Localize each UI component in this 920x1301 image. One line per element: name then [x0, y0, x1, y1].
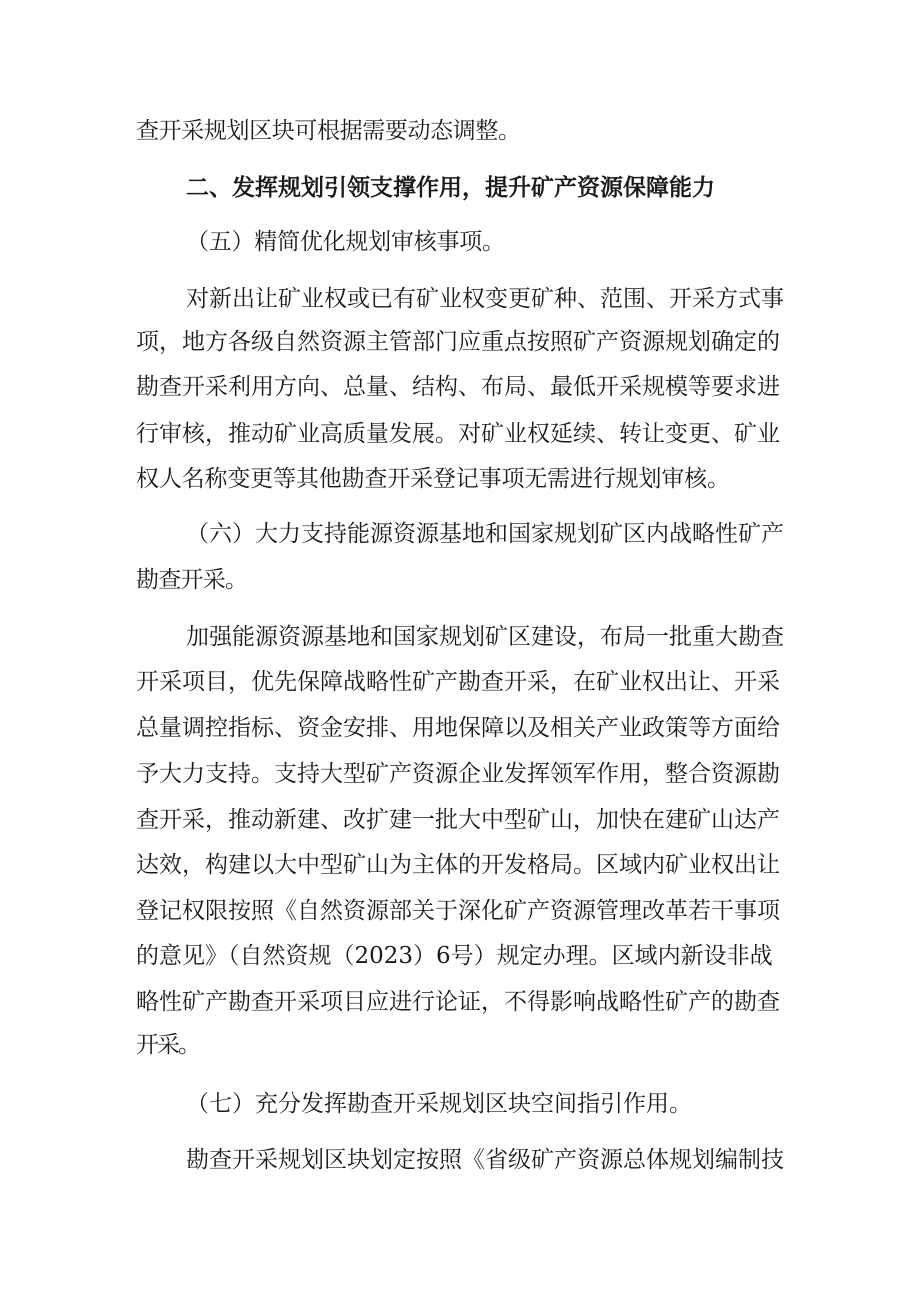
section-heading	[0, 168, 920, 208]
paragraph-line	[0, 936, 920, 976]
line-text: 行审核，推动矿业高质量发展。对矿业权延续、转让变更、矿业	[136, 421, 780, 447]
subsection-title	[0, 1084, 920, 1124]
line-text: 查开采，推动新建、改扩建一批大中型矿山，加快在建矿山达产	[136, 807, 780, 833]
subsection-text: （五）精简优化规划审核事项。	[186, 229, 505, 255]
line-text: 开采。	[136, 1032, 199, 1058]
line-text: 对新出让矿业权或已有矿业权变更矿种、范围、开采方式事	[186, 286, 784, 312]
paragraph-line	[0, 111, 920, 151]
paragraph-line	[0, 800, 920, 840]
paragraph-line	[0, 708, 920, 748]
paragraph-line	[0, 982, 920, 1022]
line-text: 达效，构建以大中型矿山为主体的开发格局。区域内矿业权出让	[136, 852, 780, 878]
paragraph-line	[0, 845, 920, 885]
paragraph-line	[0, 1025, 920, 1065]
heading-text: 二、发挥规划引领支撑作用，提升矿产资源保障能力	[186, 175, 715, 201]
paragraph-line	[0, 617, 920, 657]
line-text: 权人名称变更等其他勘查开采登记事项无需进行规划审核。	[136, 466, 730, 492]
line-text: 项，地方各级自然资源主管部门应重点按照矿产资源规划确定的	[136, 329, 780, 355]
subsection-title	[0, 222, 920, 262]
subsection-text: （七）充分发挥勘查开采规划区块空间指引作用。	[186, 1091, 692, 1117]
line-text: 登记权限按照《自然资源部关于深化矿产资源管理改革若干事项	[136, 898, 780, 924]
subsection-title-continued	[0, 560, 920, 600]
subsection-text: 勘查开采。	[136, 567, 248, 593]
paragraph-line	[0, 459, 920, 499]
line-text: 开采项目，优先保障战略性矿产勘查开采，在矿业权出让、开采	[136, 669, 780, 695]
line-text: 总量调控指标、资金安排、用地保障以及相关产业政策等方面给	[136, 715, 780, 741]
paragraph-line	[0, 1140, 920, 1180]
line-text: 勘查开采利用方向、总量、结构、布局、最低开采规模等要求进	[136, 374, 780, 400]
line-text: 予大力支持。支持大型矿产资源企业发挥领军作用，整合资源勘	[136, 761, 780, 787]
line-text: 的意见》（自然资规（2023）6号）规定办理。区域内新设非战	[136, 943, 773, 969]
paragraph-line	[0, 279, 920, 319]
line-text: 略性矿产勘查开采项目应进行论证，不得影响战略性矿产的勘查	[136, 989, 780, 1015]
line-text: 加强能源资源基地和国家规划矿区建设，布局一批重大勘查	[186, 624, 784, 650]
paragraph-line	[0, 367, 920, 407]
paragraph-line	[0, 322, 920, 362]
paragraph-line	[0, 662, 920, 702]
line-text: 查开采规划区块可根据需要动态调整。	[136, 118, 521, 144]
subsection-title	[0, 514, 920, 554]
paragraph-line	[0, 414, 920, 454]
paragraph-line	[0, 891, 920, 931]
line-text: 勘查开采规划区块划定按照《省级矿产资源总体规划编制技	[186, 1147, 784, 1173]
subsection-text: （六）大力支持能源资源基地和国家规划矿区内战略性矿产	[186, 521, 784, 547]
paragraph-line	[0, 754, 920, 794]
